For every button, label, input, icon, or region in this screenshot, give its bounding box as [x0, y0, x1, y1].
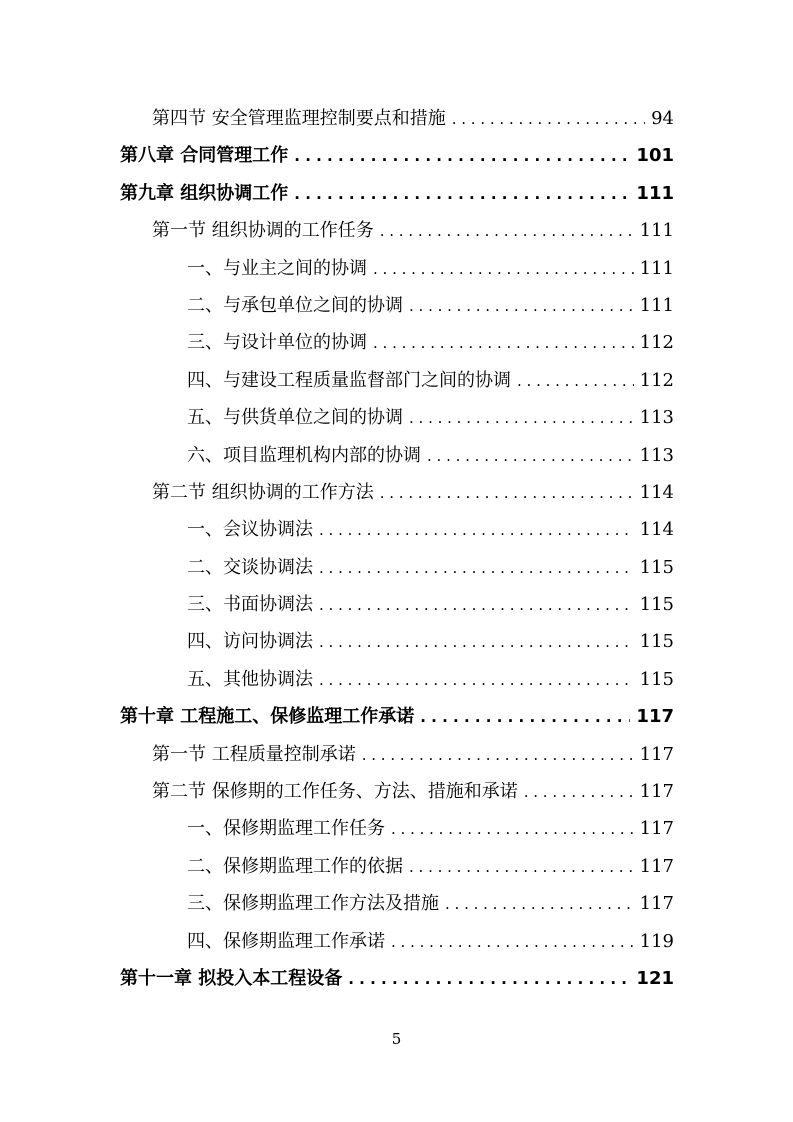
toc-entry-page: 114 [639, 481, 674, 503]
toc-entry-label: 第二节 组织协调的工作方法 [152, 481, 374, 503]
toc-entry-label: 三、书面协调法 [187, 594, 313, 616]
toc-entry-label: 一、与业主之间的协调 [187, 257, 367, 279]
toc-entry-label: 六、项目监理机构内部的协调 [187, 444, 421, 466]
toc-dot-leader [319, 587, 634, 624]
toc-dot-leader [391, 924, 634, 961]
toc-entry-label: 三、保修期监理工作方法及措施 [187, 893, 439, 915]
toc-entry-page: 101 [636, 145, 674, 167]
toc-entry[interactable] [120, 623, 674, 660]
toc-entry[interactable] [120, 100, 674, 137]
toc-dot-leader [348, 961, 630, 998]
toc-entry-page: 115 [639, 631, 674, 653]
toc-entry-page: 111 [639, 257, 674, 279]
toc-entry[interactable] [120, 885, 674, 922]
toc-entry[interactable] [120, 212, 674, 249]
toc-entry[interactable] [120, 362, 674, 399]
toc-entry[interactable] [120, 923, 674, 960]
toc-dot-leader [362, 737, 634, 774]
toc-entry-label: 第一节 组织协调的工作任务 [152, 220, 374, 242]
toc-entry-page: 115 [639, 594, 674, 616]
toc-dot-leader [445, 886, 634, 923]
toc-entry-page: 114 [639, 519, 674, 541]
toc-entry-label: 一、保修期监理工作任务 [187, 818, 385, 840]
toc-entry-page: 119 [639, 930, 674, 952]
toc-entry-label: 第二节 保修期的工作任务、方法、措施和承诺 [152, 781, 518, 803]
toc-entry-label: 第九章 组织协调工作 [120, 182, 289, 204]
toc-dot-leader [524, 774, 634, 811]
toc-entry-page: 111 [636, 182, 674, 204]
toc-entry[interactable] [120, 736, 674, 773]
toc-entry[interactable] [120, 250, 674, 287]
toc-entry-label: 二、交谈协调法 [187, 556, 313, 578]
toc-entry[interactable] [120, 586, 674, 623]
toc-dot-leader [427, 438, 634, 475]
toc-entry-page: 112 [639, 369, 674, 391]
page-number: 5 [391, 1030, 402, 1048]
toc-entry-label: 第一节 工程质量控制承诺 [152, 743, 356, 765]
toc-entry[interactable] [120, 549, 674, 586]
toc-entry-label: 四、保修期监理工作承诺 [187, 930, 385, 952]
toc-dot-leader [319, 512, 634, 549]
toc-entry[interactable] [120, 511, 674, 548]
toc-dot-leader [373, 251, 634, 288]
toc-dot-leader [409, 849, 634, 886]
toc-dot-leader [319, 550, 634, 587]
toc-entry-label: 第十章 工程施工、保修监理工作承诺 [120, 706, 415, 728]
toc-dot-leader [452, 101, 645, 138]
toc-entry-page: 121 [636, 967, 674, 989]
toc-dot-leader [294, 138, 630, 175]
toc-entry-page: 117 [639, 781, 674, 803]
toc-entry[interactable] [120, 474, 674, 511]
toc-dot-leader [319, 624, 634, 661]
toc-entry[interactable] [120, 137, 674, 174]
toc-entry[interactable] [120, 698, 674, 735]
toc-entry-label: 三、与设计单位的协调 [187, 332, 367, 354]
toc-entry[interactable] [120, 175, 674, 212]
toc-entry-label: 四、访问协调法 [187, 631, 313, 653]
toc-entry-page: 112 [639, 332, 674, 354]
toc-dot-leader [380, 213, 634, 250]
toc-entry[interactable] [120, 773, 674, 810]
toc-entry[interactable] [120, 287, 674, 324]
toc-entry-page: 113 [639, 407, 674, 429]
toc-entry-page: 111 [639, 294, 674, 316]
toc-entry-page: 115 [639, 668, 674, 690]
toc-entry[interactable] [120, 399, 674, 436]
toc-entry-label: 一、会议协调法 [187, 519, 313, 541]
toc-entry-page: 117 [639, 855, 674, 877]
toc-entry[interactable] [120, 437, 674, 474]
toc-entry-page: 117 [639, 818, 674, 840]
toc-entry-label: 二、保修期监理工作的依据 [187, 855, 403, 877]
toc-dot-leader [420, 699, 630, 736]
toc-dot-leader [294, 176, 630, 213]
toc-entry-label: 第十一章 拟投入本工程设备 [120, 967, 343, 989]
toc-entry-page: 117 [639, 893, 674, 915]
toc-entry-label: 二、与承包单位之间的协调 [187, 294, 403, 316]
toc-dot-leader [373, 325, 634, 362]
toc-entry-page: 117 [636, 706, 674, 728]
toc-entry-label: 第四节 安全管理监理控制要点和措施 [152, 108, 446, 129]
toc-entry[interactable] [120, 324, 674, 361]
toc-entry-label: 五、与供货单位之间的协调 [187, 407, 403, 429]
toc-dot-leader [380, 475, 634, 512]
toc-entry[interactable] [120, 661, 674, 698]
toc-entry[interactable] [120, 848, 674, 885]
toc-dot-leader [517, 363, 634, 400]
toc-dot-leader [319, 662, 634, 699]
toc-entry-page: 111 [639, 220, 674, 242]
table-of-contents [120, 100, 674, 997]
toc-dot-leader [391, 811, 634, 848]
toc-entry-label: 第八章 合同管理工作 [120, 145, 289, 167]
toc-entry-page: 94 [651, 108, 674, 129]
toc-entry-page: 117 [639, 743, 674, 765]
toc-entry[interactable] [120, 810, 674, 847]
toc-dot-leader [409, 400, 634, 437]
toc-entry-label: 五、其他协调法 [187, 668, 313, 690]
toc-entry[interactable] [120, 960, 674, 997]
toc-entry-page: 113 [639, 444, 674, 466]
toc-dot-leader [409, 288, 634, 325]
toc-entry-page: 115 [639, 556, 674, 578]
toc-entry-label: 四、与建设工程质量监督部门之间的协调 [187, 369, 511, 391]
